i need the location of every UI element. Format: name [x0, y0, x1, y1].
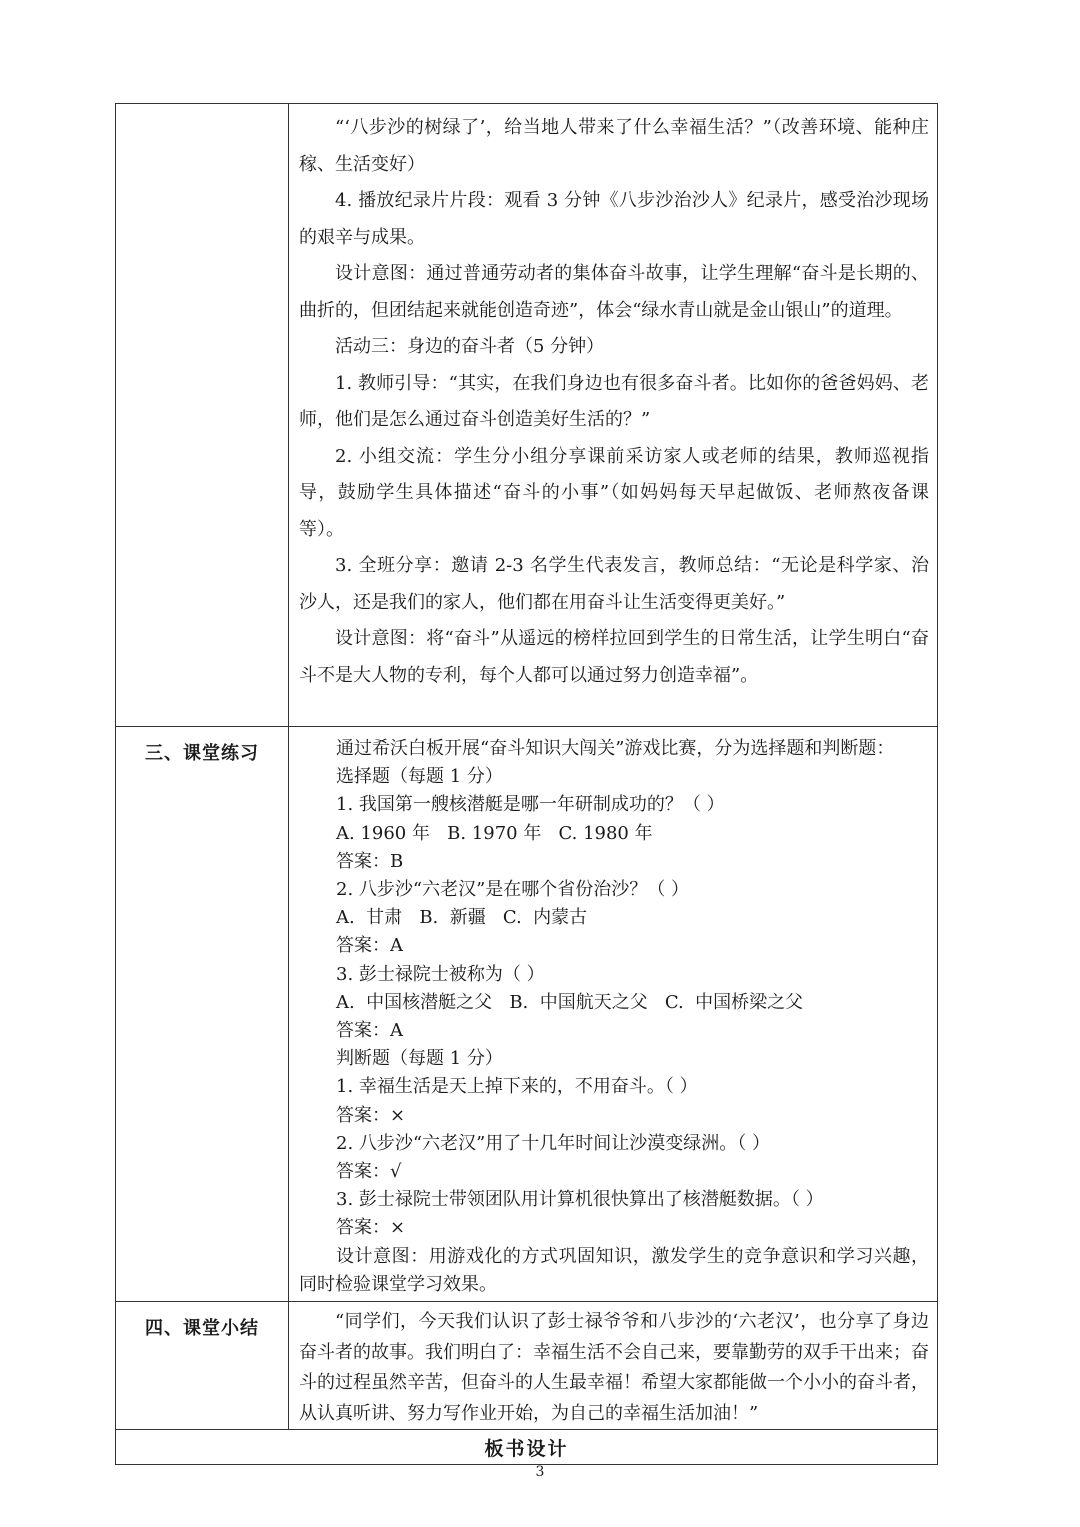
section-label-summary: 四、课堂小结 [116, 1302, 289, 1430]
quiz-line: 答案：A [336, 1020, 403, 1042]
quiz-line: 2. 八步沙“六老汉”用了十几年时间让沙漠变绿洲。（ ） [336, 1132, 771, 1154]
quiz-line: A. 甘肃 B. 新疆 C. 内蒙古 [336, 907, 588, 929]
lesson-plan-table [115, 103, 938, 1465]
paragraph: 4. 播放纪录片片段：观看 3 分钟《八步沙治沙人》纪录片，感受治沙现场的艰辛与成果。 [299, 190, 929, 248]
activity-label-cell [116, 104, 289, 727]
quiz-line: 答案：√ [336, 1161, 402, 1183]
practice-intro: 通过希沃白板开展“奋斗知识大闯关”游戏比赛，分为选择题和判断题： [336, 738, 895, 759]
summary-text: “同学们，今天我们认识了彭士禄爷爷和八步沙的‘六老汉’，也分享了身边奋斗者的故事。我们明白了：幸福生活不会自己来，要靠勤劳的双手干出来；奋斗的过程虽然辛苦，但奋斗的人生最幸福！希望大家都能做一个小小的奋斗者，从认真听讲、努力写作业开始，为自己的幸福生活加油！” [299, 1311, 929, 1424]
board-design-row [116, 1430, 938, 1465]
quiz-line: 3. 彭士禄院士被称为（ ） [336, 963, 545, 985]
activity-row [116, 104, 938, 727]
activity-content-cell [289, 104, 938, 727]
quiz-line: 答案：× [336, 1217, 406, 1239]
board-design-title: 板书设计 [484, 1437, 569, 1460]
design-intent-text: 设计意图：通过普通劳动者的集体奋斗故事，让学生理解“奋斗是长期的、曲折的，但团结起来就能创造奇迹”，体会“绿水青山就是金山银山”的道理。 [299, 263, 929, 321]
paragraph: “‘八步沙的树绿了’，给当地人带来了什么幸福生活？”（改善环境、能种庄稼、生活变好） [299, 117, 929, 175]
practice-content-cell [289, 727, 938, 1302]
design-intent-text: 设计意图：用游戏化的方式巩固知识，激发学生的竞争意识和学习兴趣，同时检验课堂学习效果。 [299, 1245, 929, 1295]
practice-row [116, 727, 938, 1302]
quiz-line: 判断题（每题 1 分） [336, 1048, 503, 1070]
summary-content-cell [289, 1302, 938, 1430]
summary-row [116, 1302, 938, 1430]
quiz-line: 选择题（每题 1 分） [336, 766, 503, 788]
quiz-line: 答案：B [336, 850, 404, 872]
section-label-practice: 三、课堂练习 [116, 727, 289, 1302]
paragraph: 2. 小组交流：学生分小组分享课前采访家人或老师的结果，教师巡视指导，鼓励学生具体描述“奋斗的小事”（如妈妈每天早起做饭、老师熬夜备课等）。 [299, 445, 929, 540]
quiz-line: A. 1960 年 B. 1970 年 C. 1980 年 [336, 822, 653, 844]
board-design-cell [116, 1430, 938, 1465]
quiz-line: 1. 幸福生活是天上掉下来的，不用奋斗。（ ） [336, 1076, 698, 1098]
quiz-line: A. 中国核潜艇之父 B. 中国航天之父 C. 中国桥梁之父 [336, 991, 804, 1013]
design-intent-text: 设计意图：将“奋斗”从遥远的榜样拉回到学生的日常生活，让学生明白“奋斗不是大人物的专利，每个人都可以通过努力创造幸福”。 [299, 628, 929, 686]
quiz-line: 2. 八步沙“六老汉”是在哪个省份治沙？（ ） [336, 879, 690, 901]
activity-heading: 活动三：身边的奋斗者（5 分钟） [335, 336, 605, 357]
quiz-line: 1. 我国第一艘核潜艇是哪一年研制成功的？（ ） [336, 794, 725, 816]
quiz-line: 答案：A [336, 935, 403, 957]
paragraph: 3. 全班分享：邀请 2-3 名学生代表发言，教师总结：“无论是科学家、治沙人，还是我们的家人，他们都在用奋斗让生活变得更美好。” [299, 555, 929, 613]
paragraph: 1. 教师引导：“其实，在我们身边也有很多奋斗者。比如你的爸爸妈妈、老师，他们是怎么通过奋斗创造美好生活的？” [299, 372, 929, 430]
quiz-line: 3. 彭士禄院士带领团队用计算机很快算出了核潜艇数据。（ ） [336, 1189, 824, 1211]
quiz-line: 答案：× [336, 1104, 406, 1126]
page-number: 3 [535, 1464, 545, 1480]
